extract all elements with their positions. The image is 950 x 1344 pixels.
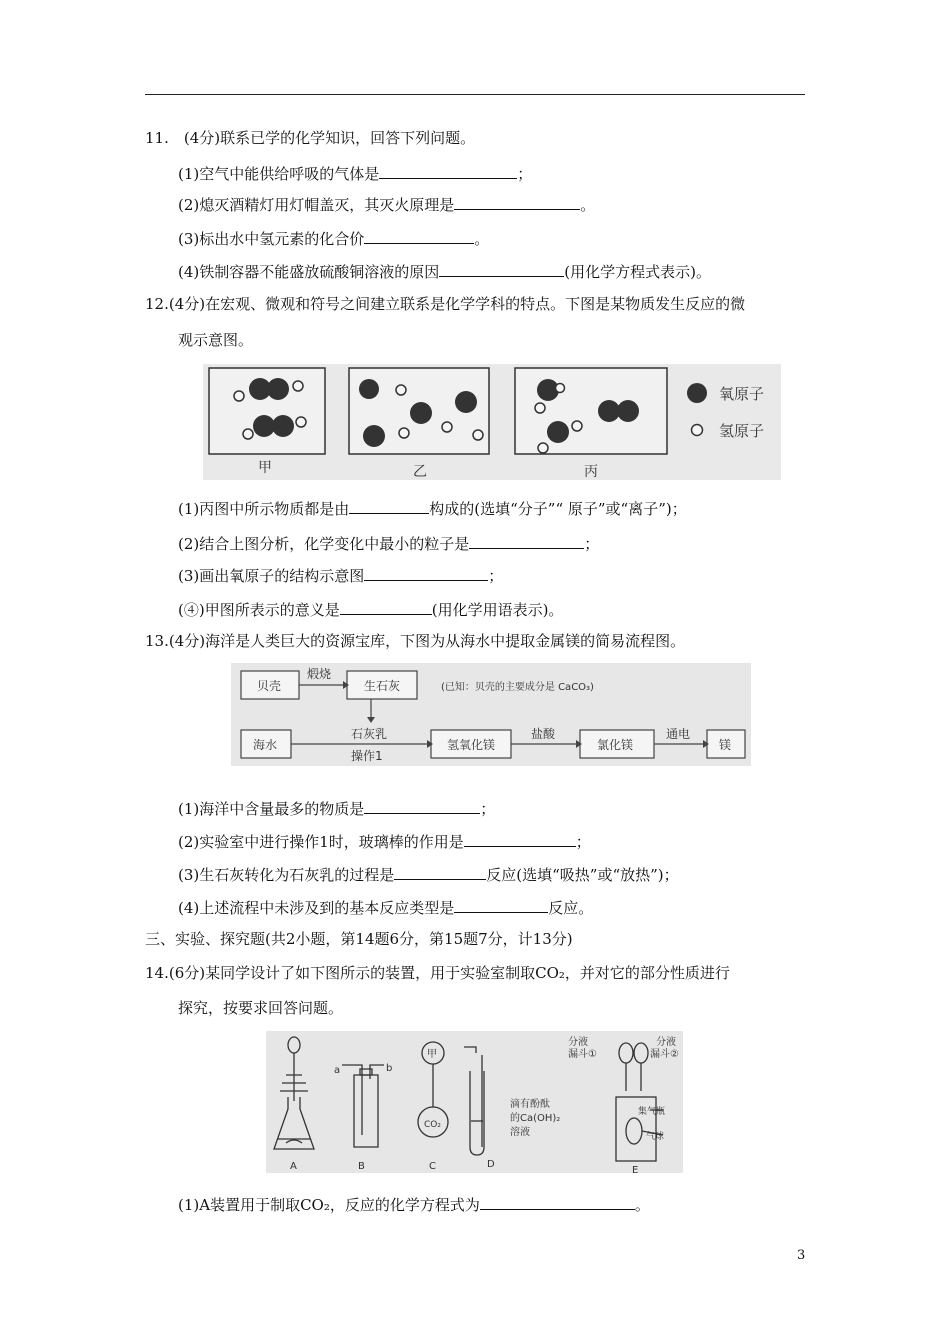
flow-hcl: 盐酸 bbox=[531, 727, 556, 741]
page-number: 3 bbox=[797, 1248, 806, 1263]
label-funnel1-line2: 漏斗① bbox=[568, 1049, 597, 1060]
answer-blank[interactable] bbox=[394, 863, 486, 880]
answer-blank[interactable] bbox=[480, 1193, 635, 1210]
label-d-line2: 的Ca(OH)₂ bbox=[510, 1113, 561, 1124]
q13-sub3: (3)生石灰转化为石灰乳的过程是 反应(选填“吸热”或“放热”)； bbox=[178, 863, 679, 885]
q14-stem-cont: 探究，按要求回答问题。 bbox=[178, 999, 344, 1017]
label-funnel2-line1: 分液 bbox=[656, 1037, 676, 1048]
flow-mg: 镁 bbox=[719, 738, 732, 752]
hydrogen-legend-icon bbox=[692, 425, 703, 436]
q13-sub4: (4)上述流程中未涉及到的基本反应类型是 反应。 bbox=[178, 896, 593, 918]
header-rule bbox=[145, 94, 805, 95]
q12-sub2: (2)结合上图分析，化学变化中最小的粒子是 ； bbox=[178, 532, 599, 554]
answer-blank[interactable] bbox=[464, 830, 576, 847]
q13-sub2: (2)实验室中进行操作1时，玻璃棒的作用是 ； bbox=[178, 830, 591, 852]
q12-stem-cont: 观示意图。 bbox=[178, 331, 254, 349]
apparatus-diagram bbox=[266, 1031, 683, 1173]
answer-blank[interactable] bbox=[379, 162, 517, 179]
label-d-line3: 溶液 bbox=[510, 1127, 530, 1138]
flow-mgcl: 氯化镁 bbox=[597, 738, 634, 752]
flow-quicklime: 生石灰 bbox=[364, 679, 401, 693]
q11-sub3: (3)标出水中氢元素的化合价 。 bbox=[178, 227, 489, 249]
answer-blank[interactable] bbox=[340, 598, 432, 615]
q12-sub3: (3)画出氧原子的结构示意图 ； bbox=[178, 564, 503, 586]
label-funnel2-line2: 漏斗② bbox=[650, 1049, 679, 1060]
molecule-diagram bbox=[203, 364, 781, 480]
label-b: B bbox=[358, 1161, 365, 1172]
legend-hydrogen: 氢原子 bbox=[719, 422, 765, 440]
label-port-a: a bbox=[334, 1065, 341, 1076]
q12-stem: 12.(4分)在宏观、微观和符号之间建立联系是化学学科的特点。下图是某物质发生反应的微 bbox=[145, 295, 746, 313]
answer-blank[interactable] bbox=[454, 193, 580, 210]
q14-stem: 14.(6分)某同学设计了如下图所示的装置，用于实验室制取CO₂，并对它的部分性质进行 bbox=[145, 964, 730, 982]
flow-mgoh: 氢氧化镁 bbox=[447, 738, 496, 752]
magnesium-flowchart bbox=[231, 663, 751, 766]
flow-seawater: 海水 bbox=[253, 738, 278, 752]
q11-stem: 11. (4分)联系已学的化学知识，回答下列问题。 bbox=[145, 129, 476, 147]
section-three-heading: 三、实验、探究题(共2小题，第14题6分，第15题7分，计13分) bbox=[145, 930, 573, 948]
label-co2: CO₂ bbox=[424, 1120, 441, 1130]
legend-oxygen: 氧原子 bbox=[719, 385, 765, 403]
label-yi: 乙 bbox=[413, 464, 427, 480]
answer-blank[interactable] bbox=[439, 260, 564, 277]
label-jia: 甲 bbox=[258, 460, 272, 476]
label-a: A bbox=[290, 1161, 297, 1172]
label-d-line1: 滴有酚酞 bbox=[510, 1099, 550, 1110]
flow-shell: 贝壳 bbox=[257, 679, 282, 693]
q12-sub4: (④)甲图所表示的意义是 (用化学用语表示)。 bbox=[178, 598, 563, 620]
q11-sub4: (4)铁制容器不能盛放硫酸铜溶液的原因 (用化学方程式表示)。 bbox=[178, 260, 711, 282]
q12-sub1: (1)丙图中所示物质都是由 构成的(选填“分子”“ 原子”或“离子”)； bbox=[178, 497, 687, 519]
answer-blank[interactable] bbox=[364, 797, 480, 814]
flow-electric: 通电 bbox=[666, 727, 691, 741]
label-funnel1-line1: 分液 bbox=[568, 1037, 588, 1048]
label-c: C bbox=[429, 1161, 436, 1172]
q11-sub2: (2)熄灭酒精灯用灯帽盖灭，其灭火原理是 。 bbox=[178, 193, 595, 215]
q14-sub1: (1)A装置用于制取CO₂，反应的化学方程式为 。 bbox=[178, 1193, 650, 1215]
label-d: D bbox=[487, 1159, 495, 1170]
flow-limemilk: 石灰乳 bbox=[351, 727, 388, 741]
label-bing: 丙 bbox=[584, 464, 598, 480]
answer-blank[interactable] bbox=[349, 497, 429, 514]
label-e: E bbox=[632, 1165, 639, 1173]
answer-blank[interactable] bbox=[454, 896, 548, 913]
label-jia: 甲 bbox=[427, 1049, 437, 1060]
flow-op1: 操作1 bbox=[351, 749, 383, 763]
flow-note: (已知：贝壳的主要成分是 CaCO₃) bbox=[441, 682, 594, 693]
label-balloon: 气球 bbox=[646, 1132, 665, 1142]
label-bottle: 集气瓶 bbox=[638, 1107, 666, 1117]
q13-stem: 13.(4分)海洋是人类巨大的资源宝库，下图为从海水中提取金属镁的简易流程图。 bbox=[145, 632, 686, 650]
answer-blank[interactable] bbox=[364, 564, 488, 581]
q13-sub1: (1)海洋中含量最多的物质是 ； bbox=[178, 797, 495, 819]
answer-blank[interactable] bbox=[364, 227, 474, 244]
flow-calcine: 煅烧 bbox=[307, 667, 332, 681]
label-port-b: b bbox=[386, 1063, 393, 1074]
oxygen-legend-icon bbox=[687, 383, 707, 403]
q11-sub1: (1)空气中能供给呼吸的气体是 ； bbox=[178, 162, 532, 184]
answer-blank[interactable] bbox=[469, 532, 584, 549]
